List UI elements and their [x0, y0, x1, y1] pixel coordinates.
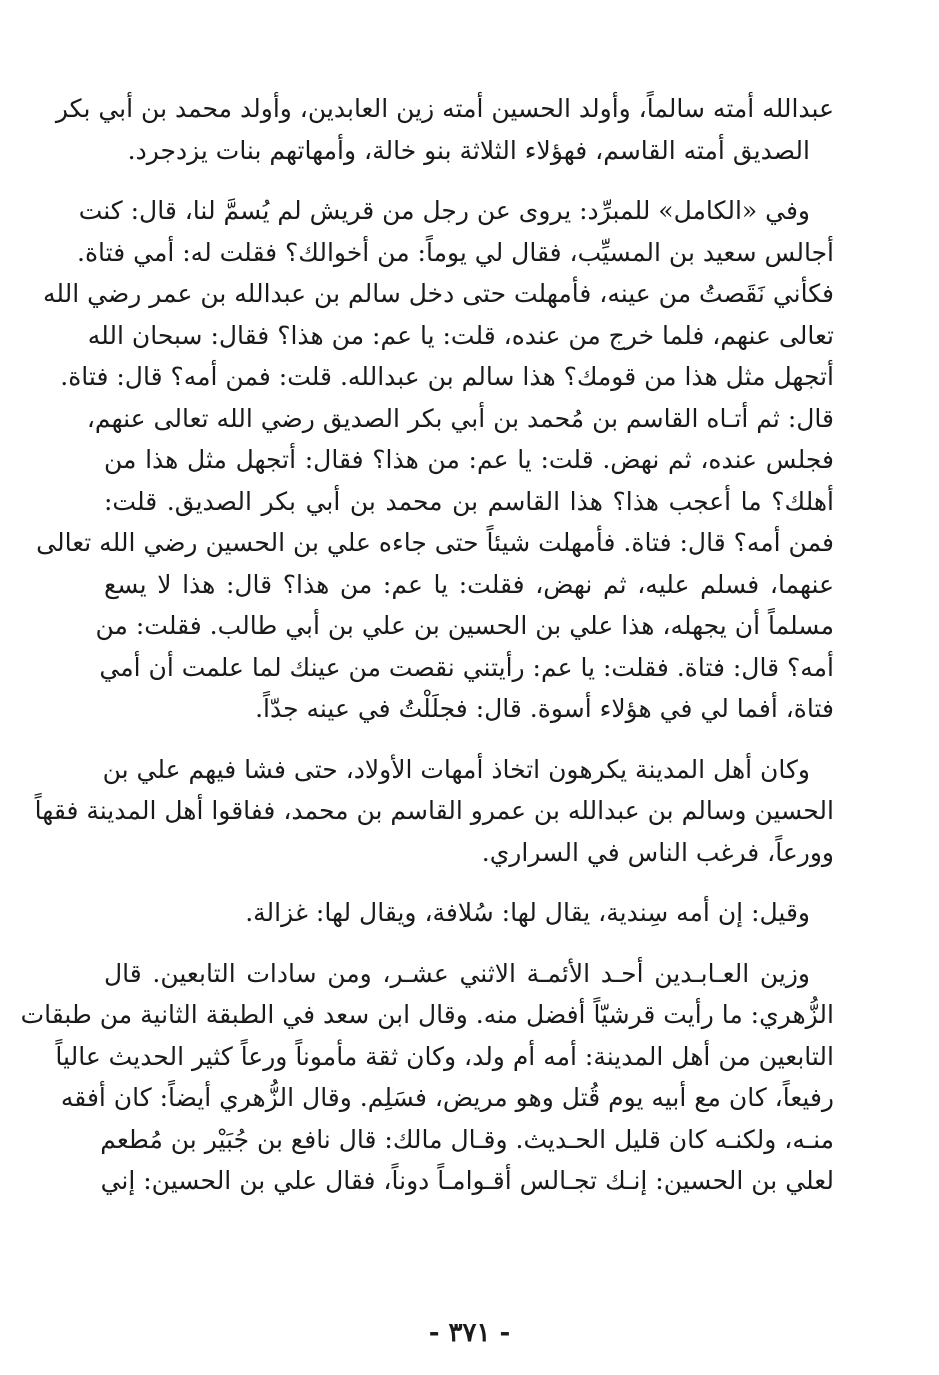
text-line: مسلماً أن يجهله، هذا علي بن الحسين بن علي بن أبي طالب. فقلت: من	[95, 611, 834, 640]
text-line: أجالس سعيد بن المسيِّب، فقال لي يوماً: من أخوالك؟ فقلت له: أمي فتاة.	[77, 237, 834, 267]
text-line: فمن أمه؟ قال: فتاة. فأمهلت شيئاً حتى جاءه علي بن الحسين رضي الله تعالى	[36, 528, 834, 557]
text-line: قال: ثم أتـاه القاسم بن مُحمد بن أبي بكر الصديق رضي الله تعالى عنهم،	[86, 403, 834, 433]
text-line: فتاة، أفما لي في هؤلاء أسوة. قال: فجلَلْتُ في عينه جدّاً.	[255, 694, 834, 723]
text-line: أتجهل مثل هذا من قومك؟ هذا سالم بن عبدالله. قلت: فمن أمه؟ قال: فتاة.	[60, 362, 834, 391]
text-line: عنهما، فسلم عليه، ثم نهض، فقلت: يا عم: من هذا؟ قال: هذا لا يسع	[104, 569, 834, 599]
text-line: لعلي بن الحسين: إنـك تجـالس أقـوامـاً دوناً، فقال علي بن الحسين: إني	[100, 1166, 834, 1195]
text-line: وكان أهل المدينة يكرهون اتخاذ أمهات الأولاد، حتى فشا فيهم علي بن	[102, 754, 810, 784]
text-line: وقيل: إن أمه سِندية، يقال لها: سُلافة، ويقال لها: غزالة.	[245, 898, 810, 927]
text-line: الزُّهري: ما رأيت قرشيّاً أفضل منه. وقال ابن سعد في الطبقة الثانية من طبقات	[20, 1000, 834, 1029]
text-line: الحسين وسالم بن عبدالله بن عمرو القاسم بن محمد، ففاقوا أهل المدينة فقهاً	[34, 796, 834, 825]
text-line: وورعاً، فرغب الناس في السراري.	[481, 837, 834, 867]
text-line: فجلس عنده، ثم نهض. قلت: يا عم: من هذا؟ فقال: أتجهل مثل هذا من	[104, 445, 834, 474]
paragraph-5	[20, 953, 834, 1202]
paragraph-4	[104, 892, 834, 934]
paragraph-1	[55, 88, 834, 171]
text-line: وزين العـابـدين أحـد الأئمـة الاثني عشـر، ومن سادات التابعين. قال	[104, 958, 810, 988]
paragraph-3	[34, 749, 834, 874]
text-line: رفيعاً، كان مع أبيه يوم قُتل وهو مريض، فسَلِم. وقال الزُّهري أيضاً: كان أفقه	[60, 1083, 834, 1112]
page-body	[20, 88, 834, 1202]
paragraph-2	[36, 190, 834, 730]
text-line: وفي «الكامل» للمبرِّد: يروى عن رجل من قريش لم يُسمَّ لنا، قال: كنت	[78, 196, 810, 225]
text-line: أمه؟ قال: فتاة. فقلت: يا عم: رأيتني نقصت من عينك لما علمت أن أمي	[99, 652, 834, 682]
page-number: - ٣٧١ -	[428, 1318, 511, 1348]
text-line: تعالى عنهم، فلما خرج من عنده، قلت: يا عم: من هذا؟ فقال: سبحان الله	[87, 320, 834, 350]
text-line: منـه، ولكنـه كان قليل الحـديث. وقـال مالك: قال نافع بن جُبَيْر بن مُطعم	[100, 1124, 834, 1154]
text-line: الصديق أمته القاسم، فهؤلاء الثلاثة بنو خالة، وأمهاتهم بنات يزدجرد.	[127, 135, 810, 165]
text-line: فكأني نَقَصتُ من عينه، فأمهلت حتى دخل سالم بن عبدالله بن عمر رضي الله	[42, 279, 834, 308]
text-line: التابعين من أهل المدينة: أمه أم ولد، وكان ثقة مأموناً ورعاً كثير الحديث عالياً	[55, 1041, 834, 1071]
text-line: عبدالله أمته سالماً، وأولد الحسين أمته زين العابدين، وأولد محمد بن أبي بكر	[55, 94, 834, 123]
text-line: أهلك؟ ما أعجب هذا؟ هذا القاسم بن محمد بن أبي بكر الصديق. قلت:	[104, 486, 834, 516]
